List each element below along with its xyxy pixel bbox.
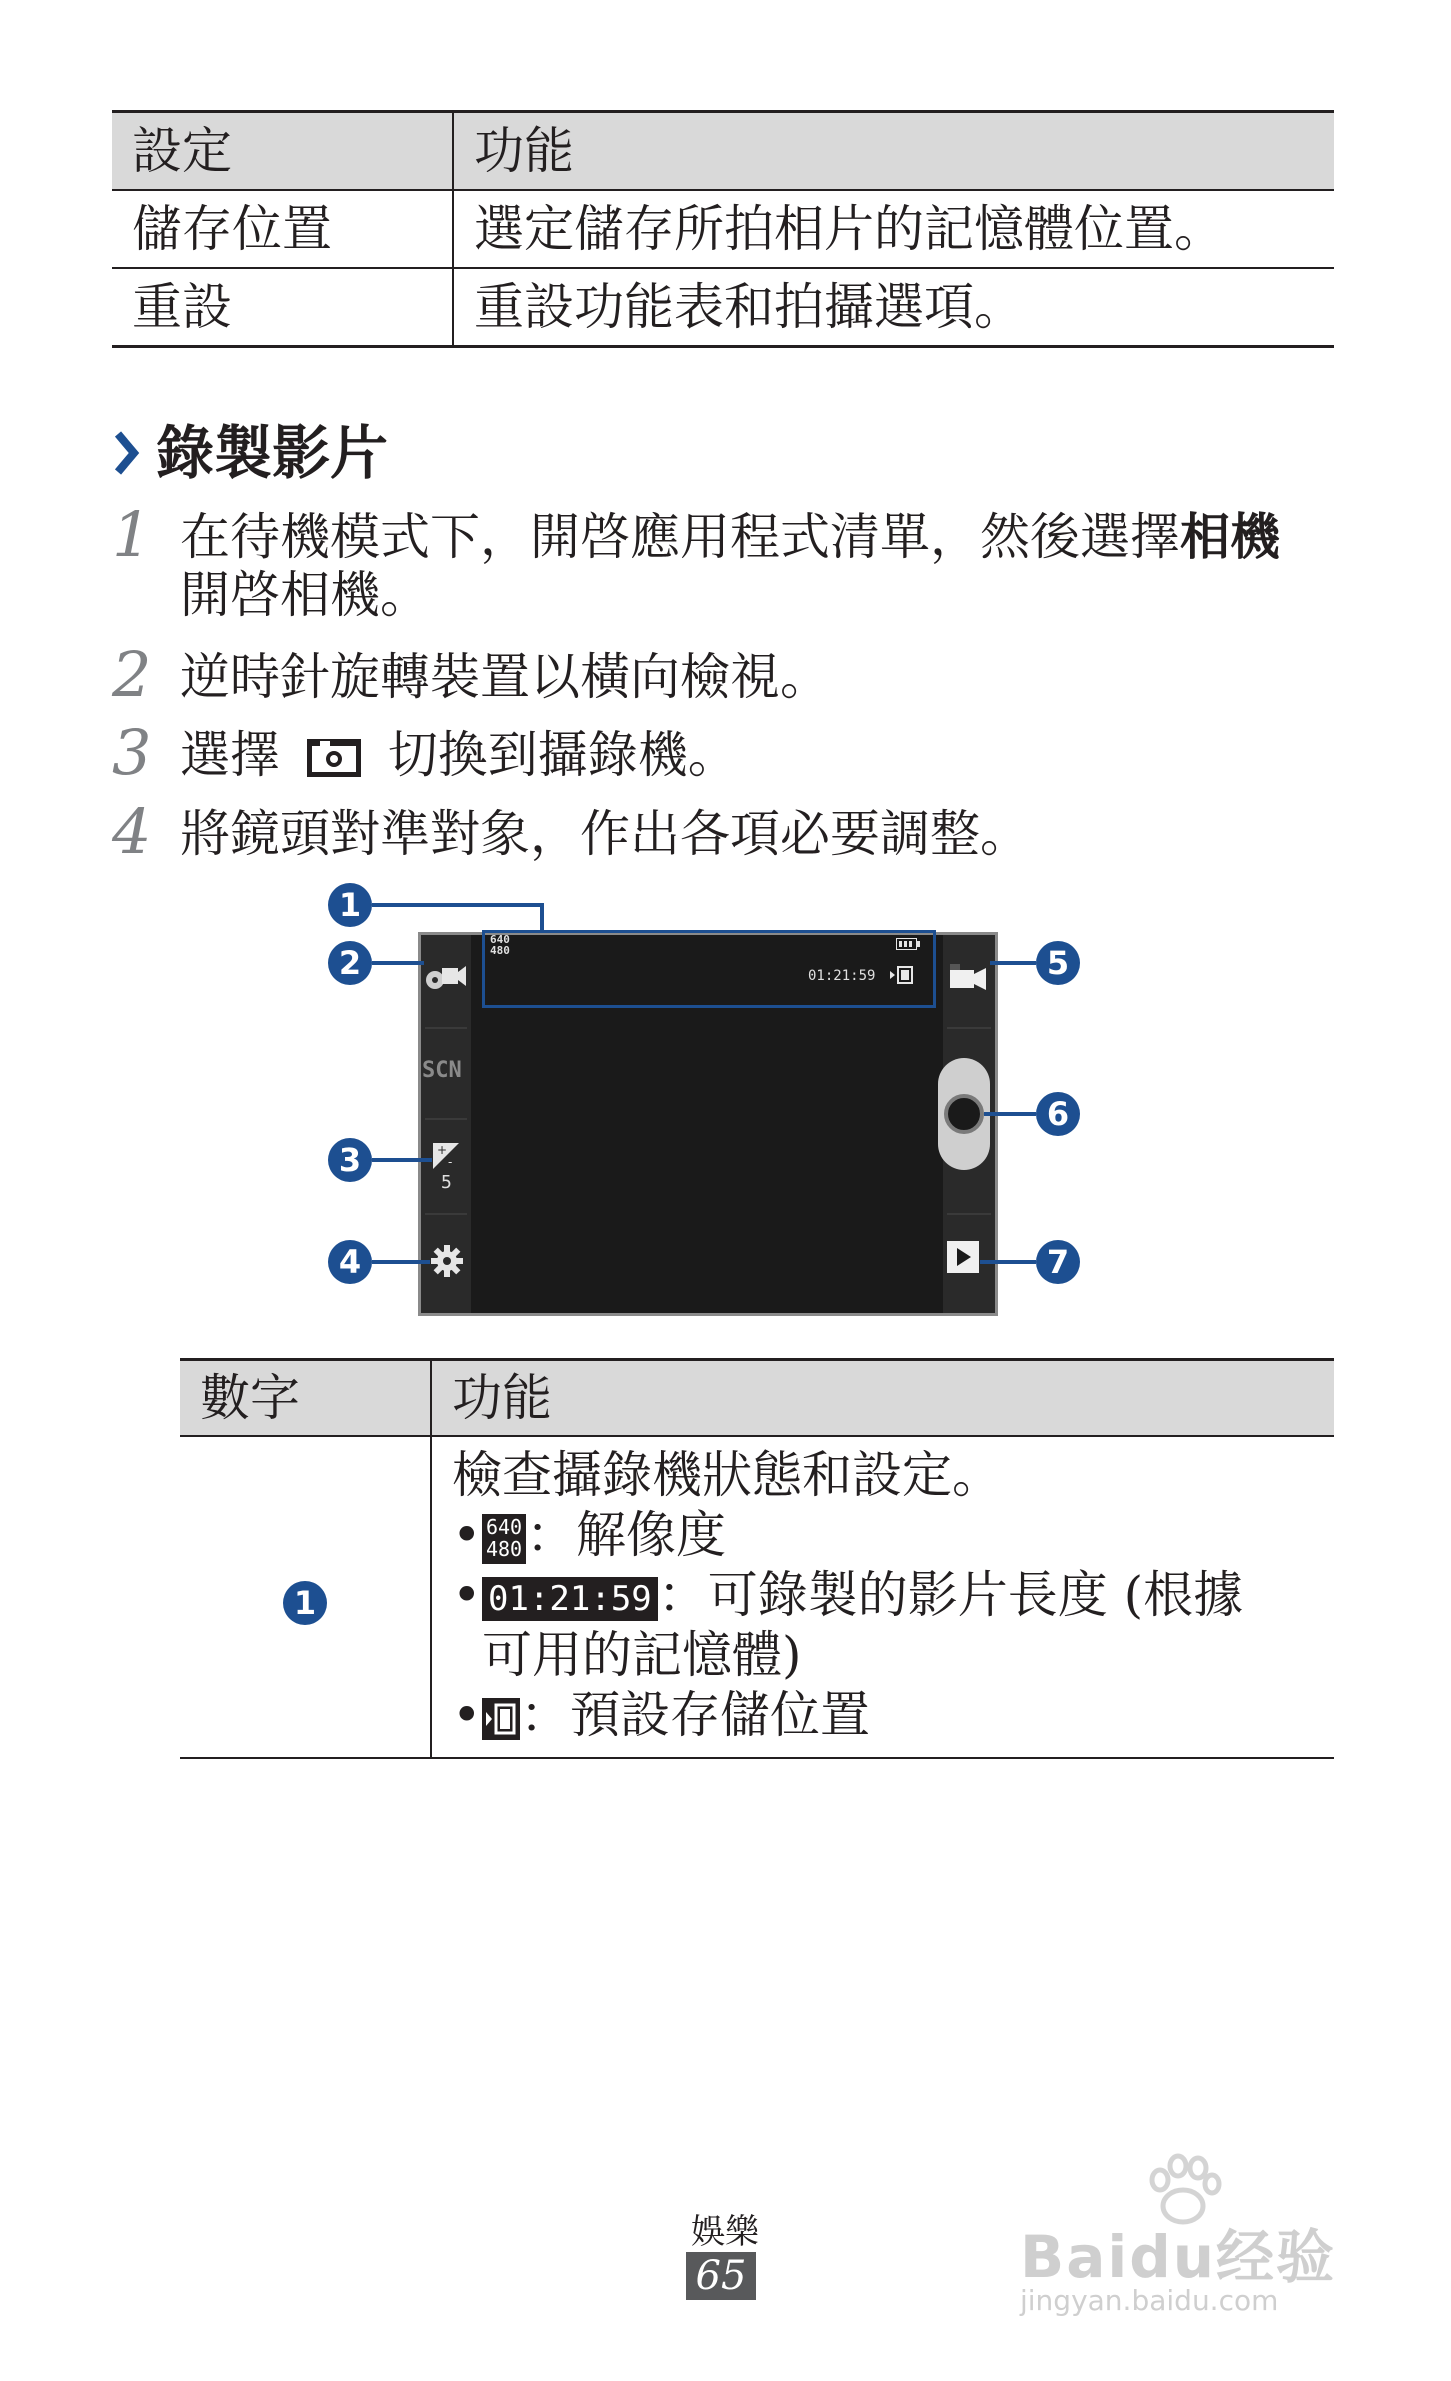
- step-text-post: 切換到攝錄機。: [387, 726, 738, 784]
- step-text: 逆時針旋轉裝置以橫向檢視。: [180, 648, 830, 706]
- bullet-text: ：預設存儲位置: [520, 1686, 870, 1744]
- scn-label[interactable]: SCN: [422, 1058, 462, 1083]
- battery-icon: [896, 938, 920, 950]
- camera-mode-switch-icon[interactable]: [948, 962, 990, 990]
- header-function: 功能: [431, 1360, 1334, 1437]
- row-number-cell: [180, 1436, 431, 1758]
- row-function: 重設功能表和拍攝選項。: [474, 278, 1024, 336]
- recording-mode-icon[interactable]: [424, 960, 468, 994]
- exposure-value: 5: [441, 1172, 452, 1193]
- recording-time-icon: 01:21:59: [482, 1577, 658, 1621]
- storage-icon: [890, 966, 918, 984]
- callout-1: 1: [283, 1581, 327, 1625]
- section-title: 錄製影片: [156, 419, 389, 487]
- step-text: [180, 508, 1280, 566]
- number-function-table: [180, 1358, 1334, 1759]
- callout-2: 2: [328, 941, 372, 985]
- step-text: 將鏡頭對準對象，作出各項必要調整。: [180, 805, 1030, 863]
- step-number: 4: [112, 795, 152, 868]
- watermark-brand: Baidu经验: [1020, 2223, 1337, 2291]
- step-text-main: 在待機模式下，開啓應用程式清單，然後選擇: [180, 508, 1180, 566]
- resolution-bottom: 480: [490, 944, 510, 957]
- callout-3: 3: [328, 1138, 372, 1182]
- list-item: • 640 480：解像度: [452, 1506, 726, 1564]
- bullet-text: ：解像度: [526, 1506, 726, 1564]
- record-button-lens: [944, 1094, 984, 1134]
- settings-table: [112, 110, 1334, 348]
- row-intro: 檢查攝錄機狀態和設定。: [452, 1446, 1002, 1504]
- row-setting: 儲存位置: [112, 190, 453, 268]
- callout-4: 4: [328, 1240, 372, 1284]
- bullet-text-cont: 可用的記憶體): [482, 1626, 802, 1684]
- svg-text:+: +: [437, 1143, 448, 1157]
- list-item: • ：預設存儲位置: [452, 1686, 870, 1744]
- row-function: 選定儲存所拍相片的記憶體位置。: [474, 200, 1224, 258]
- play-icon[interactable]: [946, 1240, 980, 1274]
- step-text-cont: 開啓相機。: [180, 566, 430, 624]
- callout-7: 7: [1036, 1240, 1080, 1284]
- callout-5: 5: [1036, 941, 1080, 985]
- row-function-cell: [431, 1436, 1334, 1758]
- camera-icon: [306, 738, 362, 778]
- storage-icon: [482, 1698, 520, 1740]
- table-header-row: [112, 112, 1334, 191]
- watermark-url: jingyan.baidu.com: [1020, 2284, 1279, 2317]
- app-name-camera: 相機: [1180, 508, 1280, 566]
- footer-section-label: 娛樂: [691, 2212, 759, 2252]
- recording-time: 01:21:59: [808, 968, 876, 984]
- exposure-icon[interactable]: [432, 1142, 460, 1170]
- table-row: [180, 1436, 1334, 1758]
- step-number: 2: [112, 638, 152, 711]
- header-number: 數字: [180, 1360, 431, 1437]
- step-number: 1: [112, 498, 152, 571]
- gear-icon[interactable]: [430, 1244, 464, 1278]
- chevron-right-icon: [112, 428, 142, 478]
- callout-6: 6: [1036, 1092, 1080, 1136]
- step-text: [180, 726, 738, 784]
- header-function: 功能: [453, 112, 1334, 191]
- table-row: [112, 190, 1334, 268]
- page-number: 65: [686, 2252, 756, 2300]
- row-setting: 重設: [112, 268, 453, 347]
- baidu-watermark: [1020, 2150, 1350, 2320]
- resolution-icon: 640 480: [482, 1514, 526, 1564]
- table-header-row: [180, 1360, 1334, 1437]
- header-setting: 設定: [112, 112, 453, 191]
- table-row: [112, 268, 1334, 347]
- callout-1: 1: [328, 883, 372, 927]
- list-item: • 01:21:59 ：可錄製的影片長度 (根據: [452, 1566, 1244, 1624]
- bullet-text: ：可錄製的影片長度 (根據: [657, 1566, 1244, 1624]
- step-text-pre: 選擇: [180, 726, 280, 784]
- resolution-top: 640: [490, 933, 510, 946]
- svg-text:-: -: [448, 1155, 453, 1169]
- step-number: 3: [112, 716, 152, 789]
